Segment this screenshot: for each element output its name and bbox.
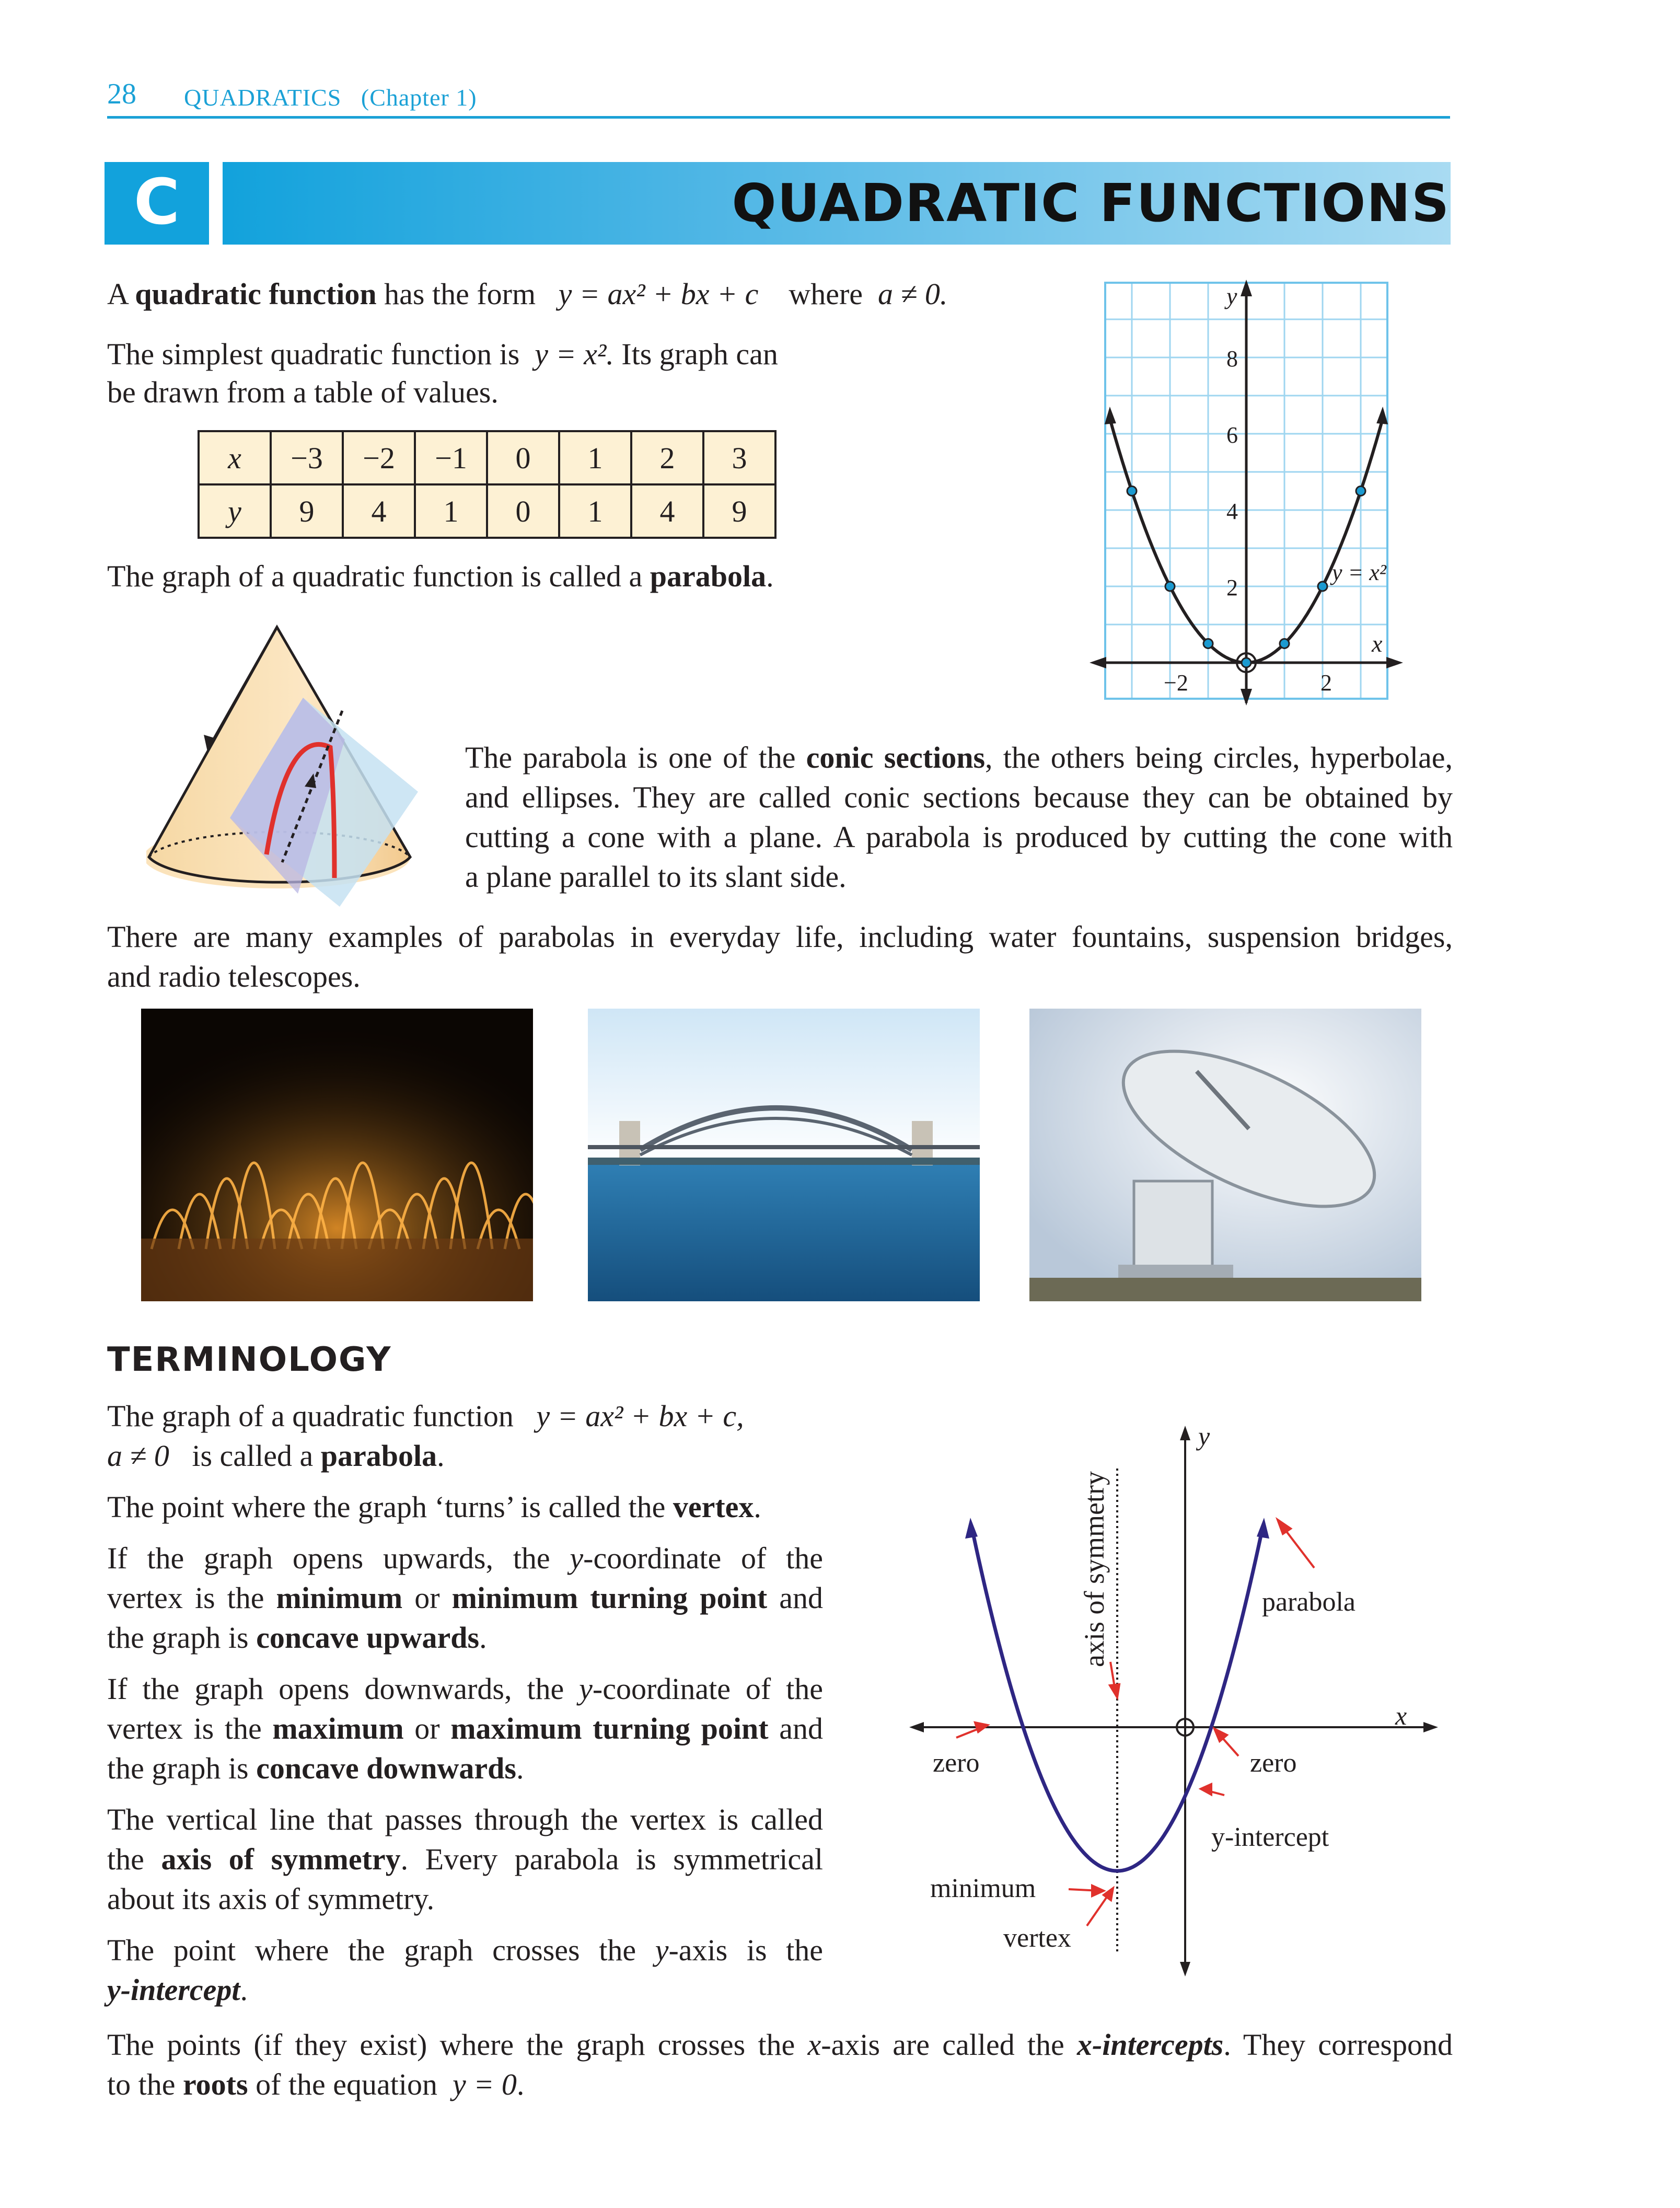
x-tick-label: −2 [1164,670,1188,696]
text-line: about its axis of symmetry. [107,1882,435,1916]
text: the graph is [107,1751,257,1785]
term-axis-of-symmetry: axis of symmetry [161,1842,401,1876]
table-cell: 2 [631,431,703,484]
zero-left-label: zero [933,1748,980,1778]
parabola-label: parabola [1262,1587,1356,1617]
text-line [107,1436,823,1476]
curve-arrow-icon [1376,407,1388,424]
chapter-name: QUADRATICS [184,84,342,111]
text: or [403,1712,451,1745]
y-tick-label: 4 [1226,499,1238,524]
vertex-label: vertex [1003,1923,1071,1953]
variable: y [655,1933,669,1967]
data-point [1203,639,1213,649]
term-parabola: parabola [650,559,767,593]
chapter-title [184,84,477,111]
condition: a ≠ 0. [878,277,948,311]
terminology-text [107,1396,823,2010]
variable: y [570,1541,584,1575]
text: -axis are called the [821,2028,1077,2062]
text: -axis is the [668,1933,823,1967]
equation: y = ax² + bx + c [558,277,759,311]
text: and [768,1712,823,1745]
text-line [107,1578,823,1618]
text: . [437,1439,445,1473]
text-line: and ellipses. They are called conic sections because they can be obtained by [465,780,1453,814]
x-axis-arrow-icon [1423,1722,1438,1732]
text-line [107,2025,1453,2065]
text: -coordinate of the [583,1541,823,1575]
text: . [479,1621,487,1655]
table-cell: 0 [487,484,559,538]
x-axis-arrow-icon [1386,657,1403,668]
cone-illustration [146,617,439,909]
text: If the graph opens downwards, the [107,1672,580,1706]
section-letter: C [133,166,180,239]
curve-arrow-icon [1257,1518,1269,1539]
x-axis-label: x [1372,630,1383,657]
table-cell: 9 [703,484,775,538]
y-axis-arrow-icon [1241,689,1252,706]
y-tick-label: 8 [1226,346,1238,372]
term-quadratic-function: quadratic function [135,277,377,311]
table-cell: 4 [631,484,703,538]
graph-y-equals-x-squared [1090,280,1403,708]
text: has the form [376,277,543,311]
text-line [465,738,1453,778]
axis-of-symmetry-label: axis of symmetry [1079,1471,1110,1667]
text-line [107,1709,823,1749]
table-cell: 1 [559,431,631,484]
minimum-label: minimum [930,1874,1036,1903]
text: and [767,1581,823,1615]
text-line [107,1669,823,1709]
table-cell: 1 [559,484,631,538]
table-cell: 0 [487,431,559,484]
term-y-intercept: y-intercept [107,1973,240,2007]
equation: y = 0 [452,2067,517,2101]
terminology-heading: TERMINOLOGY [107,1340,392,1379]
text-line: a plane parallel to its slant side. [465,860,847,894]
condition: a ≠ 0 [107,1439,169,1473]
table-cell: 9 [271,484,343,538]
text: -coordinate of the [592,1672,823,1706]
data-point [1280,639,1289,649]
curve-arrow-icon [965,1518,978,1539]
intro-line-1 [107,274,947,314]
text: The graph of a quadratic function [107,1399,522,1433]
term-maximum: maximum [272,1712,404,1745]
equation: y = x². [535,337,614,371]
term-x-intercepts: x-intercepts [1076,2028,1224,2062]
table-row-y [199,484,775,538]
text: . [516,2067,525,2101]
data-point [1318,582,1327,591]
text: The parabola is one of the [465,741,806,774]
section-title: QUADRATIC FUNCTIONS [732,172,1450,234]
x-axis-label: x [1395,1701,1407,1730]
term-vertex: vertex [673,1490,754,1524]
x-intercepts-paragraph [107,2025,1453,2105]
fountain-photo [141,1009,533,1301]
text-line [107,1749,823,1788]
text: The point where the graph ‘turns’ is called the [107,1490,673,1524]
table-cell: −2 [343,431,415,484]
zero-right-label: zero [1250,1748,1297,1778]
text-line [107,1539,823,1578]
variable: x [807,2028,821,2062]
text: the [107,1842,161,1876]
text: The point where the graph crosses the [107,1933,655,1967]
text: , the others being circles, hyperbolae, [985,741,1453,774]
text: where [781,277,871,311]
table-cell: −3 [271,431,343,484]
text-line: There are many examples of parabolas in everyday life, including water fountains, suspension bridges, [107,920,1453,954]
text-line [107,1840,823,1879]
variable: y [579,1672,593,1706]
text: vertex is the [107,1712,273,1745]
text: to the [107,2067,183,2101]
term-minimum-turning-point: minimum turning point [451,1581,768,1615]
y-axis-arrow-icon [1180,1962,1190,1976]
text: . [516,1751,524,1785]
text-line [107,2065,1453,2105]
term-minimum: minimum [276,1581,403,1615]
text-line: The vertical line that passes through the vertex is called [107,1802,823,1836]
text: The points (if they exist) where the graph crosses the [107,2028,808,2062]
conic-sections-paragraph [465,738,1453,897]
equation: y = ax² + bx + c, [536,1399,744,1433]
table-row-x [199,431,775,484]
text: . [766,559,774,593]
text: A [107,277,135,311]
text: The graph of a quadratic function is called a [107,559,650,593]
text: . [754,1490,761,1524]
text: . [240,1973,248,2007]
parabola-definition [107,557,774,596]
term-roots: roots [182,2067,248,2101]
text: the graph is [107,1621,257,1655]
curve-label: y = x² [1332,560,1386,585]
header-rule [107,116,1450,119]
x-tick-label: 2 [1320,670,1332,696]
text-line [107,1487,823,1527]
values-table [198,430,777,539]
radio-telescope-photo [1029,1009,1421,1301]
table-cell: 4 [343,484,415,538]
text: . They correspond [1223,2028,1453,2062]
data-point [1127,487,1137,496]
y-axis-label: y [1198,1421,1210,1451]
text: . Every parabola is symmetrical [400,1842,823,1876]
text: of the equation [248,2067,445,2101]
text: If the graph opens upwards, the [107,1541,570,1575]
text-line [107,1970,823,2010]
y-tick-label: 2 [1226,575,1238,600]
table-cell: 1 [415,484,487,538]
page-number: 28 [107,78,136,110]
x-axis-arrow-icon [909,1722,924,1732]
term-conic-sections: conic sections [806,741,986,774]
term-concave-downwards: concave downwards [256,1751,516,1785]
text: is called a [184,1439,321,1473]
text-line: and radio telescopes. [107,960,361,993]
y-axis-label: y [1226,283,1237,309]
data-point [1165,582,1175,591]
data-point [1356,487,1365,496]
table-cell: −1 [415,431,487,484]
text-line [107,1396,823,1436]
intro-line-2 [107,334,778,374]
chapter-sub: (Chapter 1) [361,84,477,111]
table-header: y [199,484,271,538]
y-axis-arrow-icon [1180,1426,1190,1440]
text: Its graph can [613,337,778,371]
text-line [107,1930,823,1970]
text: The simplest quadratic function is [107,337,527,371]
y-tick-label: 6 [1226,422,1238,448]
y-intercept-label: y-intercept [1211,1822,1329,1852]
text-line: cutting a cone with a plane. A parabola is produced by cutting the cone with [465,820,1453,854]
table-header: x [199,431,271,484]
curve-arrow-icon [1105,407,1116,424]
x-axis-arrow-icon [1090,657,1106,668]
terminology-diagram [909,1421,1447,1981]
term-maximum-turning-point: maximum turning point [450,1712,769,1745]
intro-line-3: be drawn from a table of values. [107,375,499,409]
data-point [1242,658,1251,667]
bridge-photo [588,1009,980,1301]
examples-paragraph [107,917,1453,997]
text: or [402,1581,452,1615]
term-concave-upwards: concave upwards [256,1621,480,1655]
text-line [107,1618,823,1658]
text: vertex is the [107,1581,276,1615]
term-parabola: parabola [320,1439,437,1473]
table-cell: 3 [703,431,775,484]
